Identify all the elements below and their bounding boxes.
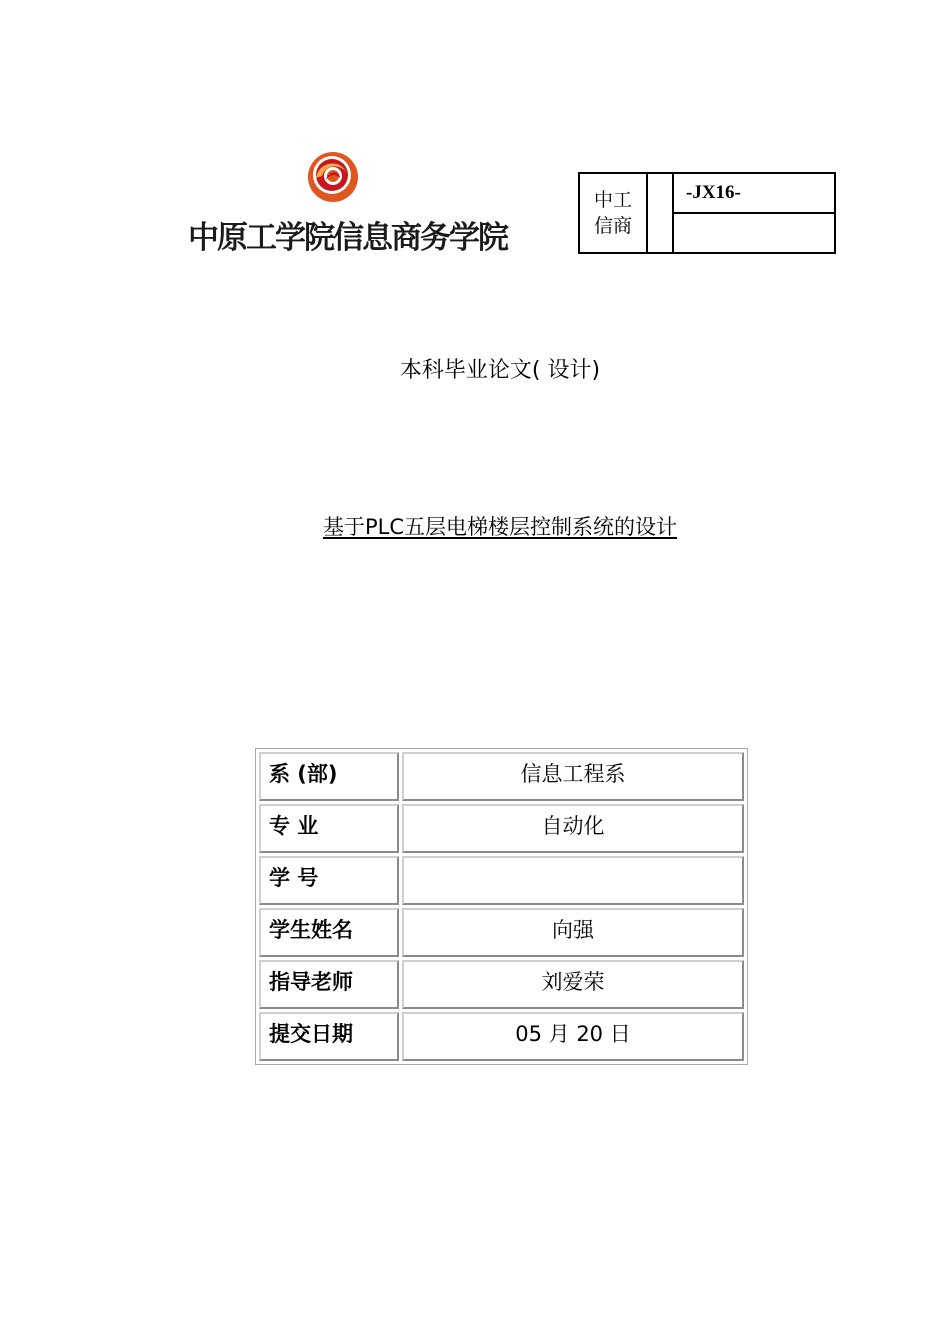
code-value-cell: -JX16- bbox=[674, 174, 834, 214]
table-row bbox=[259, 856, 744, 905]
table-row bbox=[259, 1012, 744, 1061]
row-label: 学 号 bbox=[259, 856, 399, 905]
row-value: 信息工程系 bbox=[402, 752, 744, 801]
row-value: 05 月 20 日 bbox=[402, 1012, 744, 1061]
table-row bbox=[259, 752, 744, 801]
row-label: 专 业 bbox=[259, 804, 399, 853]
institution-logo bbox=[188, 150, 507, 256]
code-empty-cell bbox=[674, 214, 834, 252]
table-row bbox=[259, 960, 744, 1009]
row-label: 提交日期 bbox=[259, 1012, 399, 1061]
row-value: 刘爱荣 bbox=[402, 960, 744, 1009]
code-label-cell bbox=[580, 174, 648, 252]
row-label: 系 (部) bbox=[259, 752, 399, 801]
code-label-line2: 信商 bbox=[593, 215, 632, 237]
document-code-box bbox=[578, 172, 836, 254]
code-spacer-cell bbox=[648, 174, 674, 252]
row-value: 自动化 bbox=[402, 804, 744, 853]
thesis-title-text: 基于PLC五层电梯楼层控制系统的设计 bbox=[322, 515, 678, 539]
swirl-logo-icon bbox=[306, 150, 360, 204]
table-row bbox=[259, 804, 744, 853]
row-label: 指导老师 bbox=[259, 960, 399, 1009]
document-type: 本科毕业论文( 设计) bbox=[399, 358, 601, 383]
thesis-title bbox=[0, 511, 950, 541]
code-label-line1: 中工 bbox=[593, 189, 632, 211]
row-label: 学生姓名 bbox=[259, 908, 399, 957]
row-value: 向强 bbox=[402, 908, 744, 957]
student-info-table bbox=[255, 748, 748, 1065]
institution-name: 中原工学院信息商务学院 bbox=[188, 220, 507, 256]
table-row bbox=[259, 908, 744, 957]
row-value bbox=[402, 856, 744, 905]
